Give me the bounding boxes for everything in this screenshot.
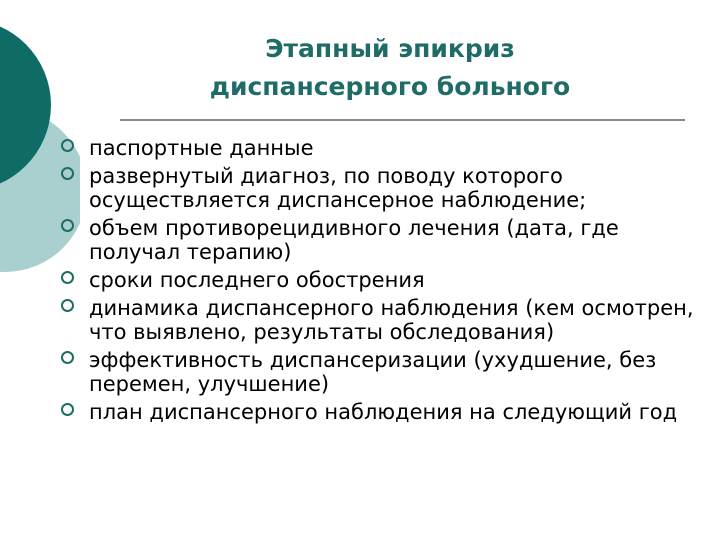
hollow-circle-bullet-icon — [61, 219, 74, 232]
bullet-item-next-year-plan — [55, 400, 705, 424]
hollow-circle-bullet-icon — [61, 299, 74, 312]
hollow-circle-bullet-icon — [61, 271, 74, 284]
hollow-circle-bullet-icon — [61, 351, 74, 364]
title-divider — [120, 119, 685, 121]
bullet-item-diagnosis — [55, 164, 705, 212]
bullet-item-passport-data — [55, 136, 705, 160]
bullet-item-observation-dynamics — [55, 296, 705, 344]
bullet-text: развернутый диагноз, по поводу которого осуществляется диспансерное наблюдение; — [89, 164, 587, 212]
slide-title-line-1: Этапный эпикриз — [265, 34, 515, 63]
bullet-text: план диспансерного наблюдения на следующий год — [89, 400, 678, 424]
bullet-list — [55, 136, 705, 428]
bullet-item-effectiveness — [55, 348, 705, 396]
bullet-text: паспортные данные — [89, 136, 314, 160]
slide-title — [90, 30, 690, 106]
bullet-text: объем противорецидивного лечения (дата, где получал терапию) — [89, 216, 619, 264]
hollow-circle-bullet-icon — [61, 403, 74, 416]
bullet-item-last-exacerbation — [55, 268, 705, 292]
bullet-text: эффективность диспансеризации (ухудшение, без перемен, улучшение) — [89, 348, 657, 396]
bullet-item-treatment-volume — [55, 216, 705, 264]
hollow-circle-bullet-icon — [61, 139, 74, 152]
hollow-circle-bullet-icon — [61, 167, 74, 180]
bullet-text: динамика диспансерного наблюдения (кем осмотрен, что выявлено, результаты обследования) — [89, 296, 694, 344]
slide-title-line-2: диспансерного больного — [209, 72, 571, 101]
bullet-text: сроки последнего обострения — [89, 268, 425, 292]
